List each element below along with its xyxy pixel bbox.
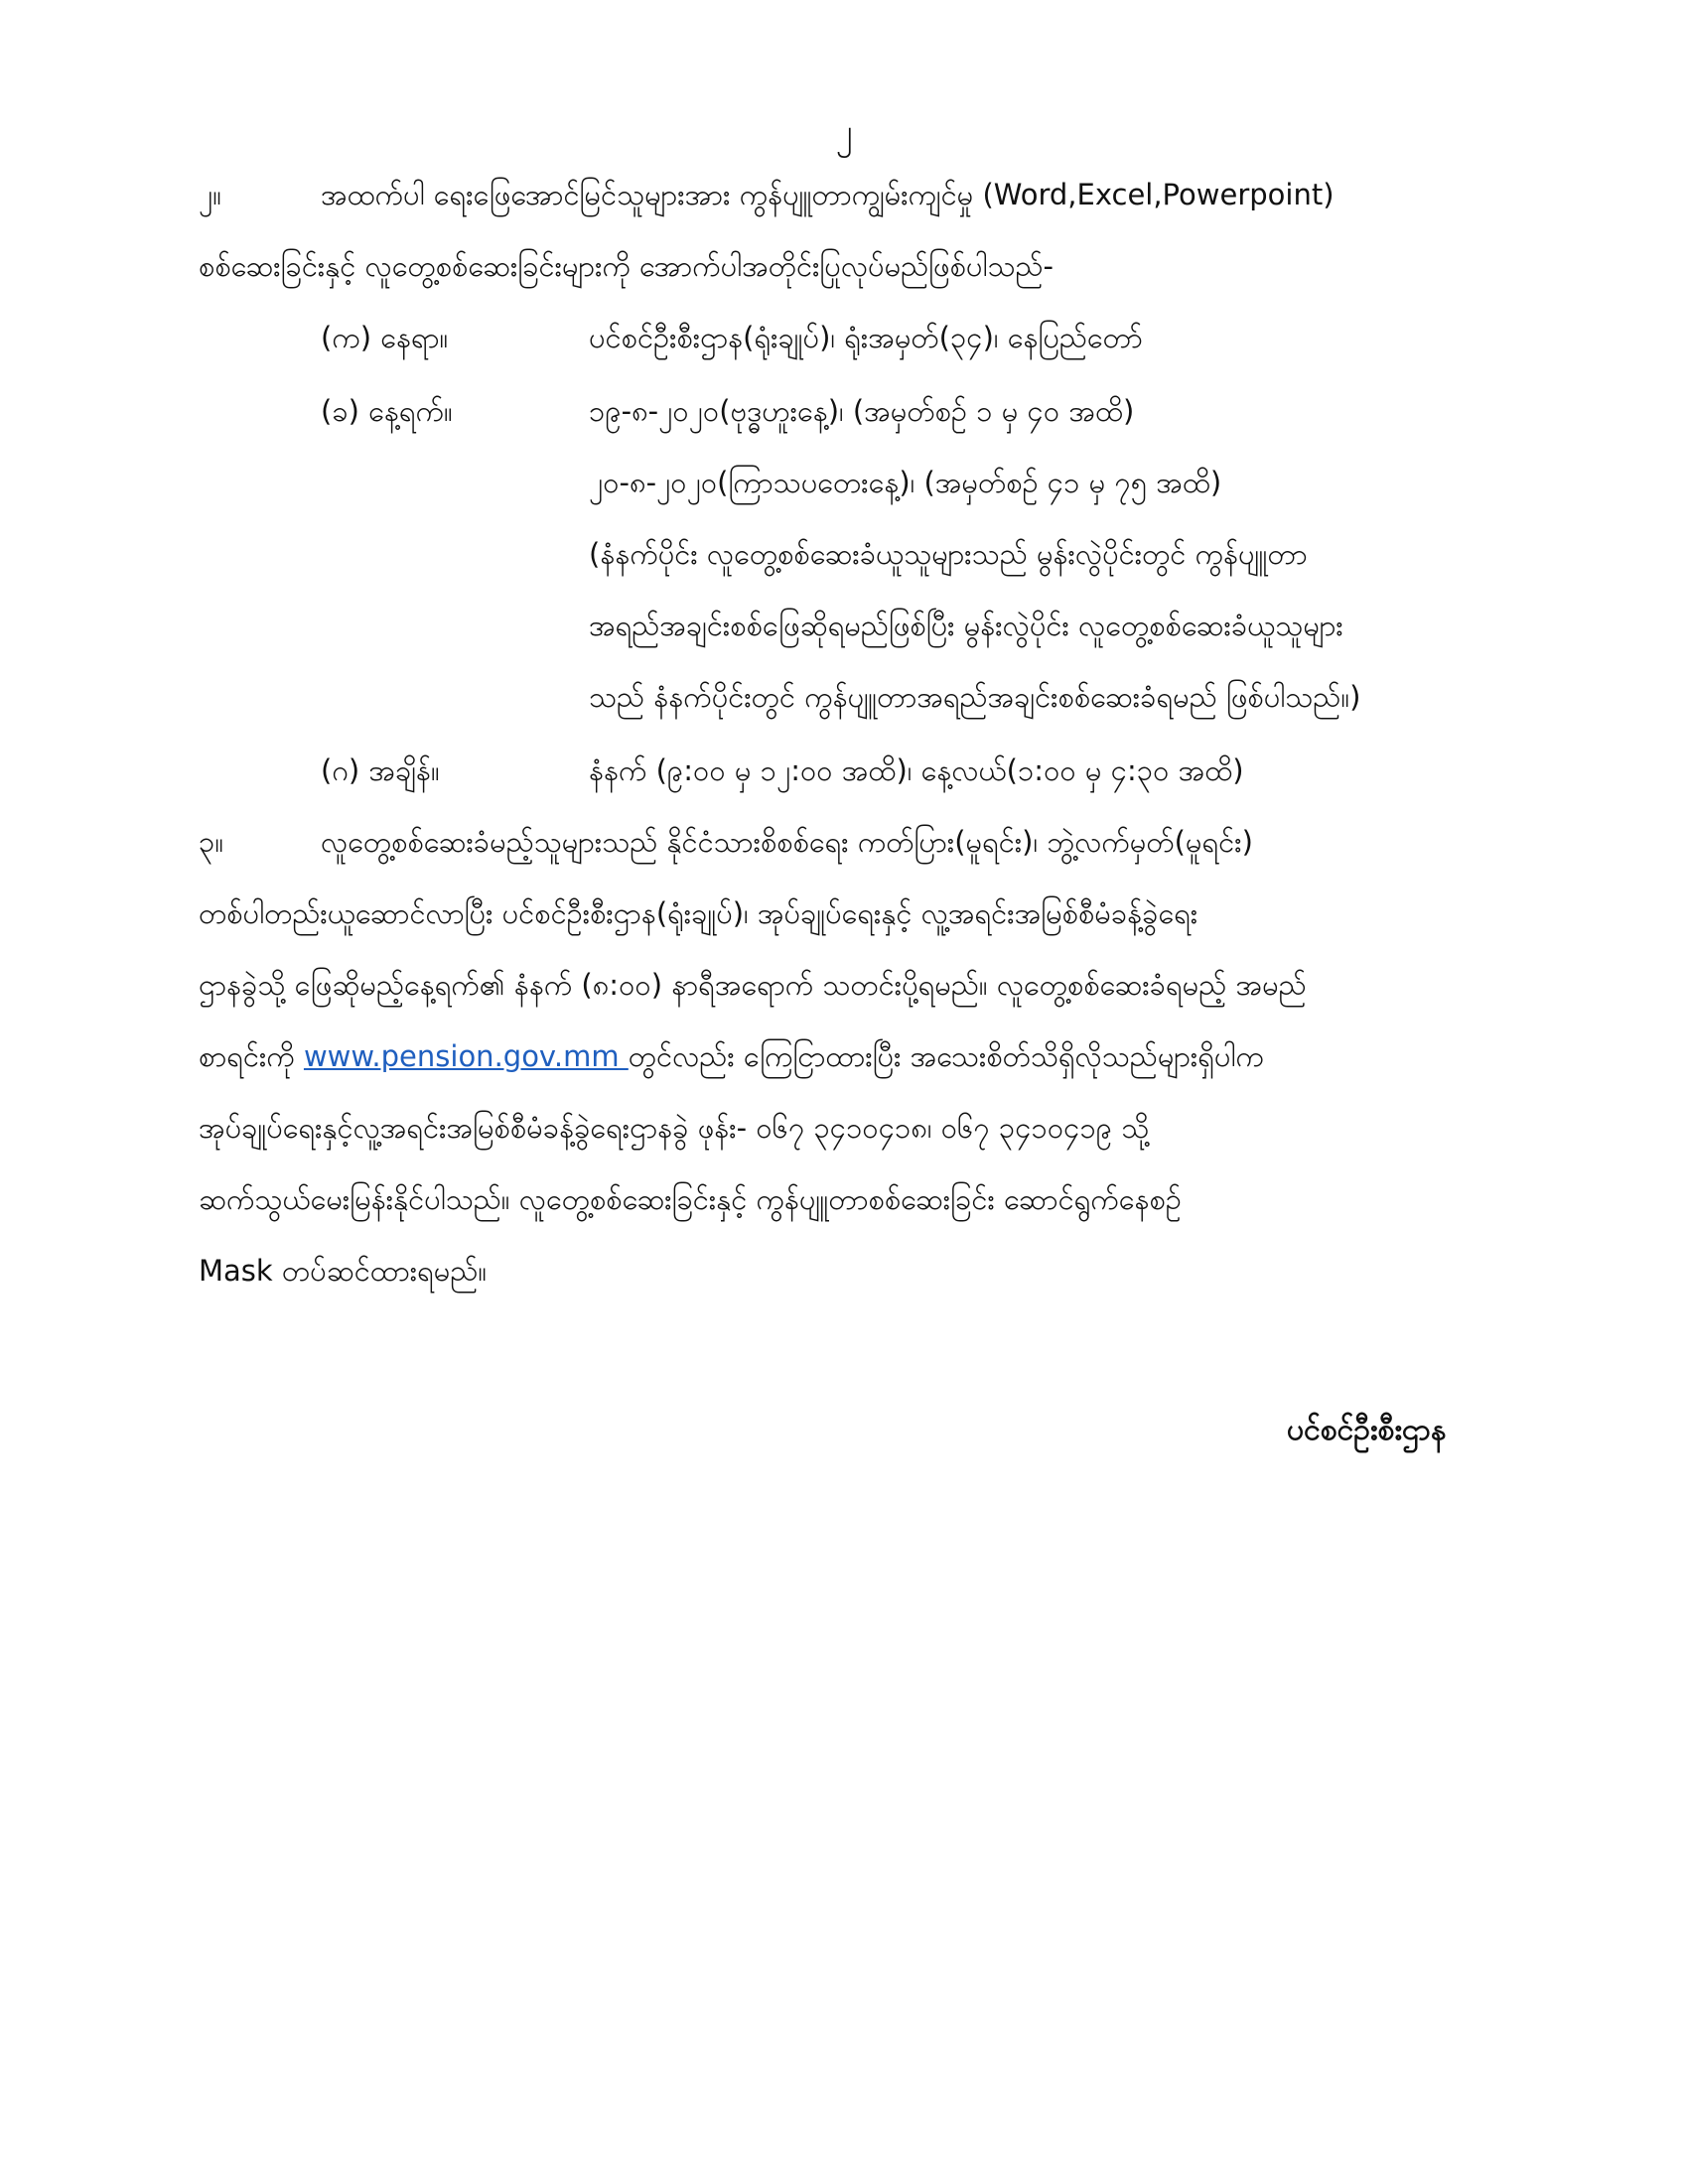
item-note-line: (နံနက်ပိုင်း လူတွေ့စစ်ဆေးခံယူသူများသည် မွန်းလွဲပိုင်းတွင် ကွန်ပျူတာ	[589, 537, 1308, 571]
paragraph-line: ဌာနခွဲသို့ ဖြေဆိုမည့်နေ့ရက်၏ နံနက် (၈:၀၀) နာရီအရောက် သတင်းပို့ရမည်။ လူတွေ့စစ်ဆေးခံရမည့် အမည်	[199, 968, 1307, 1002]
paragraph-text: တွင်လည်း ကြေငြာထားပြီး အသေးစိတ်သိရှိလိုသည်များရှိပါက	[628, 1039, 1264, 1073]
website-link[interactable]: www.pension.gov.mm	[303, 1039, 629, 1073]
paragraph-number: ၂။	[199, 178, 222, 211]
signature-department: ပင်စင်ဦးစီးဌာန	[1287, 1413, 1447, 1447]
item-value-time: နံနက် (၉:၀၀ မှ ၁၂:၀၀ အထိ)၊ နေ့လယ်(၁:၀၀ မှ ၄:၃၀ အထိ)	[589, 753, 1244, 787]
paragraph-text: လူတွေ့စစ်ဆေးခံမည့်သူများသည် နိုင်ငံသားစိစစ်ရေး ကတ်ပြား(မူရင်း)၊ ဘွဲ့လက်မှတ်(မူရင်း)	[321, 825, 1253, 859]
item-note-line: အရည်အချင်းစစ်ဖြေဆိုရမည်ဖြစ်ပြီး မွန်းလွဲပိုင်း လူတွေ့စစ်ဆေးခံယူသူများ	[589, 609, 1343, 642]
paragraph-line	[321, 820, 1583, 864]
paragraph-line: Mask တပ်ဆင်ထားရမည်။	[199, 1254, 488, 1288]
paragraph-line: တစ်ပါတည်းယူဆောင်လာပြီး ပင်စင်ဦးစီးဌာန(ရုံးချုပ်)၊ အုပ်ချုပ်ရေးနှင့် လူ့အရင်းအမြစ်စီမံခန့်ခွဲရေး	[199, 896, 1198, 930]
item-value-date-2: ၂၀-၈-၂၀၂၀(ကြာသပတေးနေ့)၊ (အမှတ်စဉ် ၄၁ မှ ၇၅ အထိ)	[589, 466, 1222, 499]
item-value-place: ပင်စင်ဦးစီးဌာန(ရုံးချုပ်)၊ ရုံးအမှတ်(၃၄)၊ နေပြည်တော်	[589, 321, 1143, 354]
paragraph-text: စာရင်းကို	[199, 1039, 304, 1073]
item-note-line: သည် နံနက်ပိုင်းတွင် ကွန်ပျူတာအရည်အချင်းစစ်ဆေးခံရမည် ဖြစ်ပါသည်။)	[589, 680, 1361, 714]
paragraph-text: အထက်ပါ ရေးဖြေအောင်မြင်သူများအား ကွန်ပျူတာကျွမ်းကျင်မှု (Word,Excel,Powerpoint)	[321, 178, 1335, 211]
paragraph-line	[321, 173, 1583, 216]
paragraph-line	[199, 1034, 1264, 1078]
item-label-date: (ခ) နေ့ရက်။	[321, 394, 453, 428]
item-label-place: (က) နေရာ။	[321, 321, 449, 354]
paragraph-line: အုပ်ချုပ်ရေးနှင့်လူ့အရင်းအမြစ်စီမံခန့်ခွဲရေးဌာနခွဲ ဖုန်း- ၀၆၇ ၃၄၁၀၄၁၈၊ ၀၆၇ ၃၄၁၀၄၁၉ သို့	[199, 1111, 1150, 1145]
item-value-date-1: ၁၉-၈-၂၀၂၀(ဗုဒ္ဓဟူးနေ့)၊ (အမှတ်စဉ် ၁ မှ ၄၀ အထိ)	[589, 394, 1135, 428]
page-number: ၂	[835, 112, 853, 152]
paragraph-number: ၃။	[199, 825, 224, 859]
item-label-time: (ဂ) အချိန်။	[321, 753, 440, 787]
paragraph-line: ဆက်သွယ်မေးမြန်းနိုင်ပါသည်။ လူတွေ့စစ်ဆေးခြင်းနှင့် ကွန်ပျူတာစစ်ဆေးခြင်း ဆောင်ရွက်နေစဉ်	[199, 1182, 1182, 1216]
paragraph-line: စစ်ဆေးခြင်းနှင့် လူတွေ့စစ်ဆေးခြင်းများကို အောက်ပါအတိုင်းပြုလုပ်မည်ဖြစ်ပါသည်-	[199, 249, 1055, 283]
